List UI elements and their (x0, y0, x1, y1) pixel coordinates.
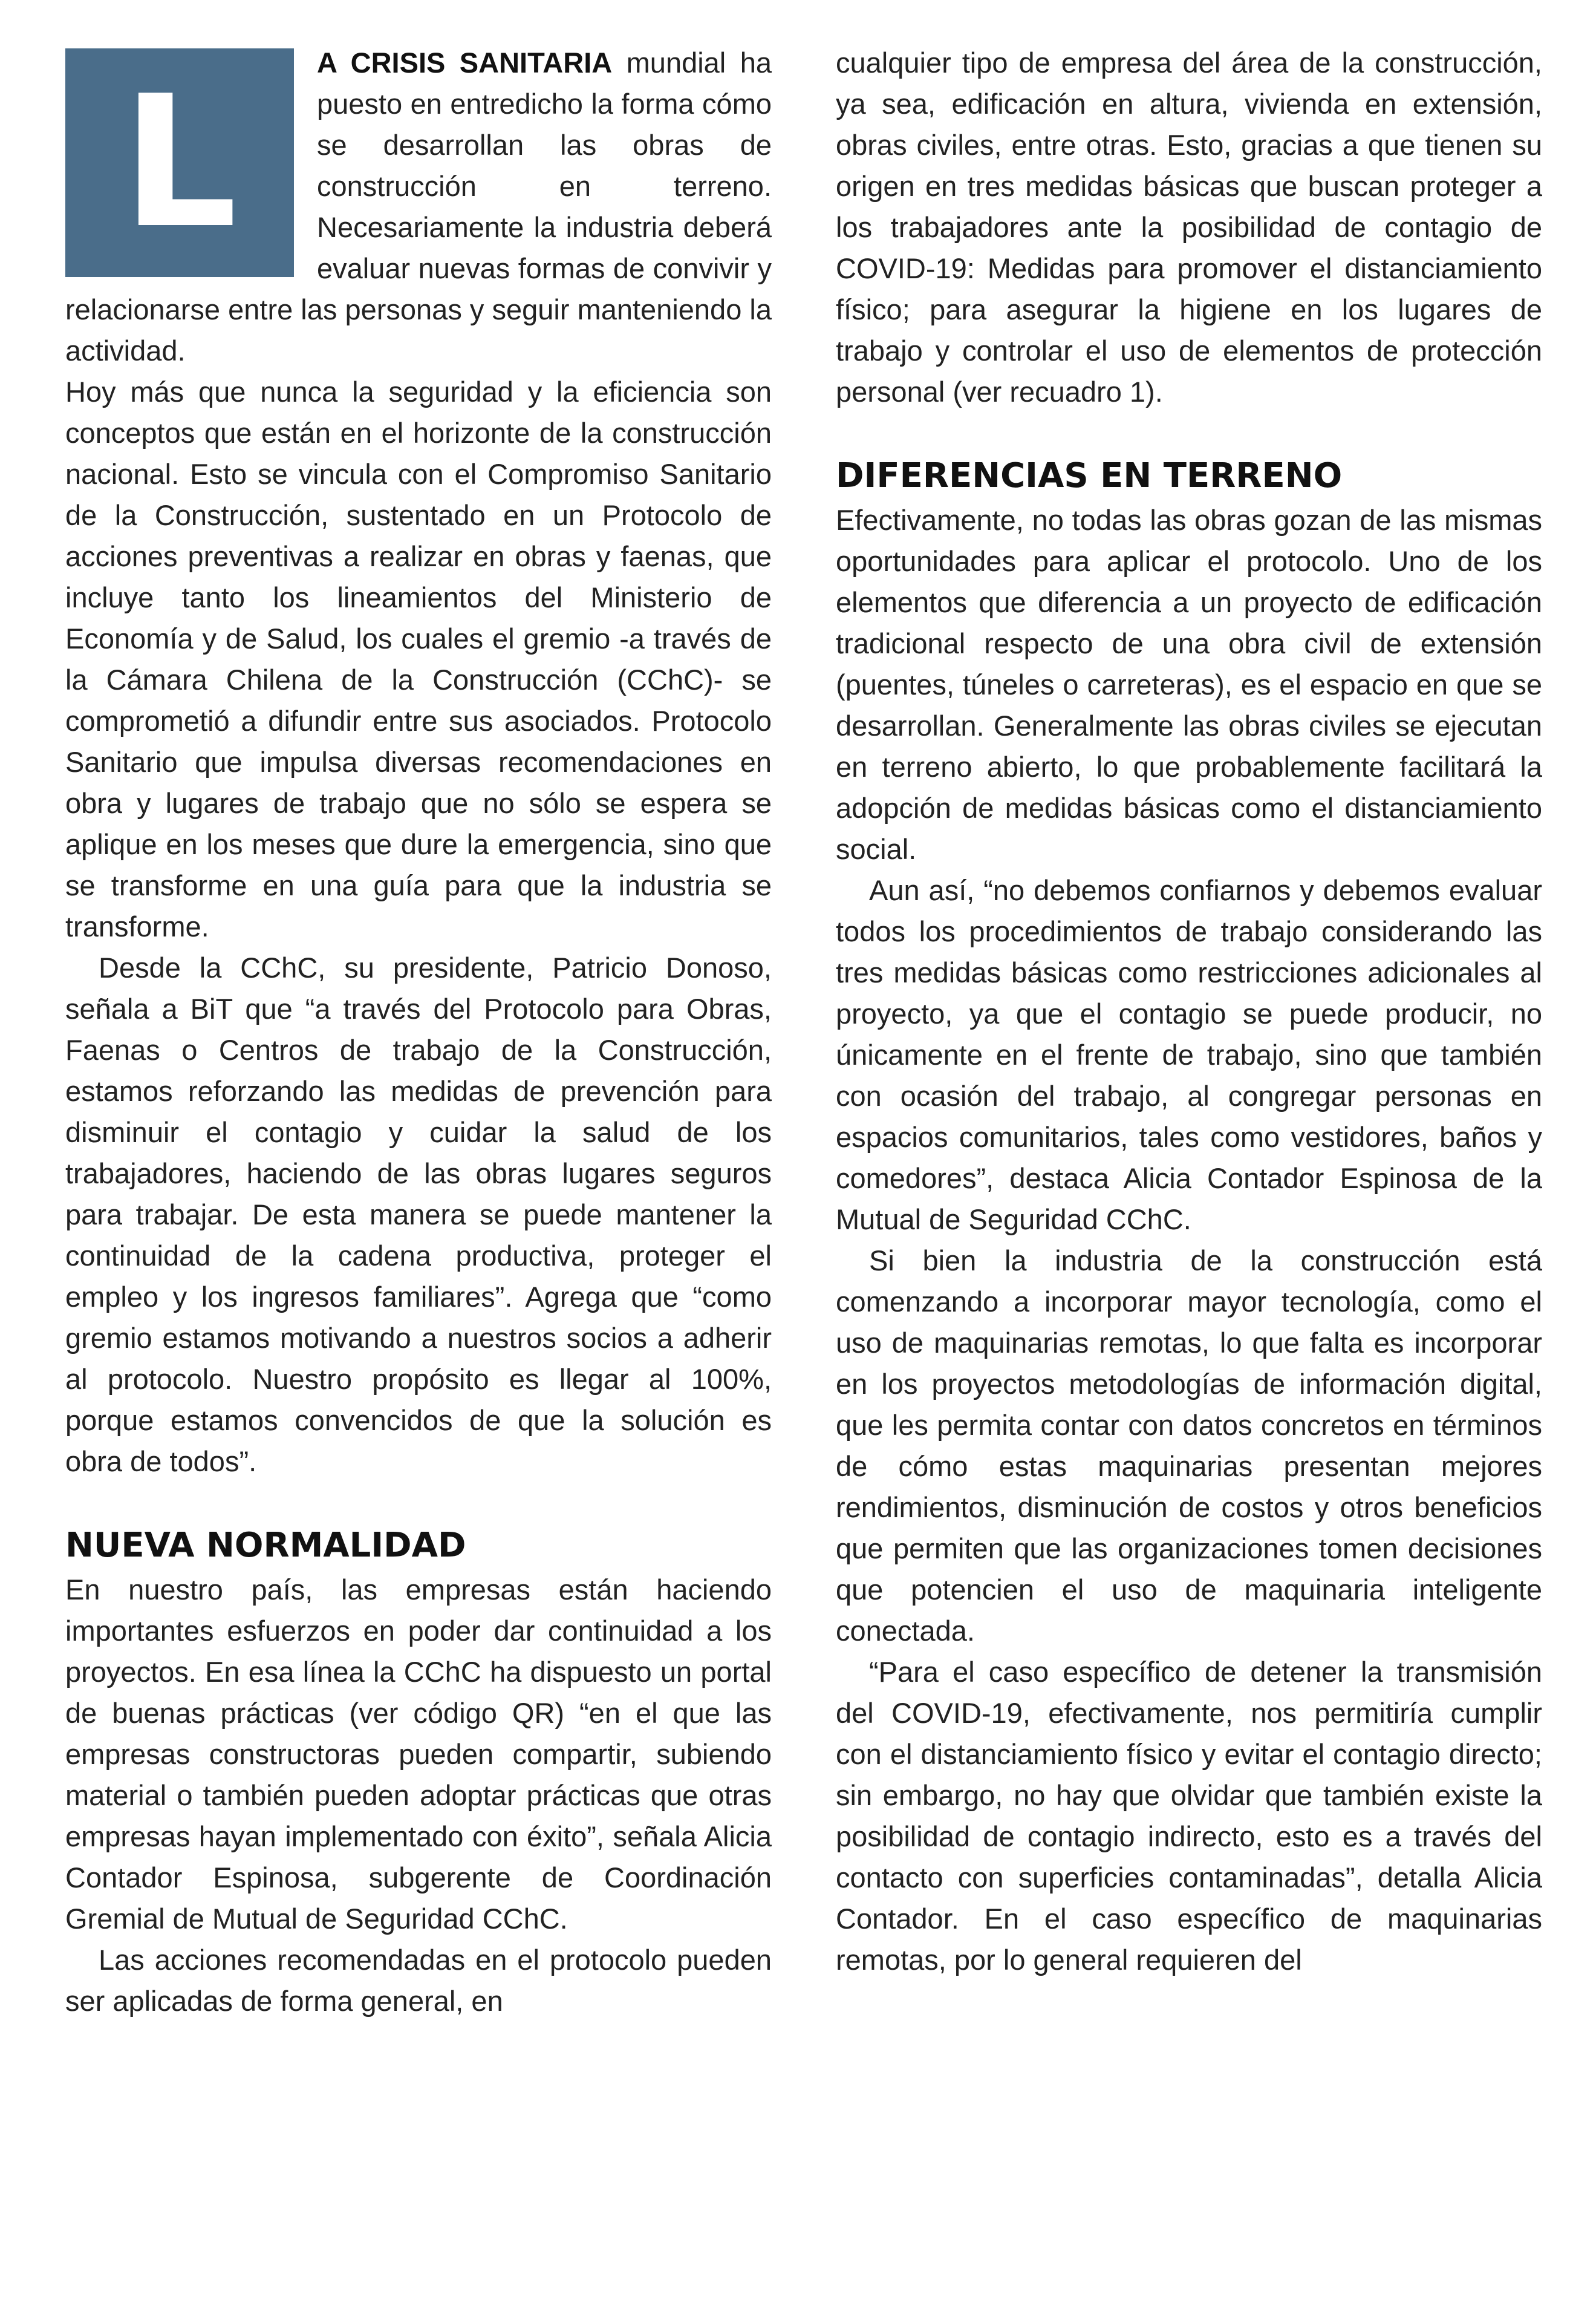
section-heading-diferencias-en-terreno: DIFERENCIAS EN TERRENO (836, 456, 1343, 495)
body-paragraph: Si bien la industria de la construcción está comenzando a incorporar mayor tecnología, como el uso de maquinarias remotas, lo que falta es incorporar en los proyectos metodologías de información digital, que les permita contar con datos concretos en términos de cómo estas maquinarias presentan mejores rendimientos, disminución de costos y otros beneficios que permiten que las organizaciones tomen decisiones que potencien el uso de maquinaria inteligente conectada. (836, 1244, 1542, 1647)
body-paragraph: En nuestro país, las empresas están haciendo importantes esfuerzos en poder dar continuidad a los proyectos. En esa línea la CChC ha dispuesto un portal de buenas prácticas (ver código QR) “en el que las empresas constructoras pueden compartir, subiendo material o también pueden adoptar prácticas que otras empresas hayan implementado con éxito”, señala Alicia Contador Espinosa, subgerente de Coordinación Gremial de Mutual de Seguridad CChC. (65, 1573, 772, 1935)
right-column (836, 42, 1542, 1981)
body-paragraph: “Para el caso específico de detener la transmisión del COVID-19, efectivamente, nos permitiría cumplir con el distanciamiento físico y evitar el contagio directo; sin embargo, no hay que olvidar que también existe la posibilidad de contagio indirecto, esto es a través del contacto con superficies contaminadas”, detalla Alicia Contador. En el caso específico de maquinarias remotas, por lo general requieren del (836, 1656, 1542, 1976)
left-column (65, 42, 772, 2022)
body-paragraph: cualquier tipo de empresa del área de la construcción, ya sea, edificación en altura, vivienda en extensión, obras civiles, entre otras. Esto, gracias a que tienen su origen en tres medidas básicas que buscan proteger a los trabajadores ante la posibilidad de contagio de COVID-19: Medidas para promover el distanciamiento físico; para asegurar la higiene en los lugares de trabajo y controlar el uso de elementos de protección personal (ver recuadro 1). (836, 47, 1542, 408)
drop-cap: L (65, 48, 294, 277)
body-paragraph: Desde la CChC, su presidente, Patricio Donoso, señala a BiT que “a través del Protocolo para Obras, Faenas o Centros de trabajo de la Construcción, estamos reforzando las medidas de prevención para disminuir el contagio y cuidar la salud de los trabajadores, haciendo de las obras lugares seguros para trabajar. De esta manera se puede mantener la continuidad de la cadena productiva, proteger el empleo y los ingresos familiares”. Agrega que “como gremio estamos motivando a nuestros socios a adherir al protocolo. Nuestro propósito es llegar al 100%, porque estamos convencidos de que la solución es obra de todos”. (65, 952, 772, 1477)
body-paragraph: Hoy más que nunca la seguridad y la eficiencia son conceptos que están en el horizonte de la construcción nacional. Esto se vincula con el Compromiso Sanitario de la Construcción, sustentado en un Protocolo de acciones preventivas a realizar en obras y faenas, que incluye tanto los lineamientos del Ministerio de Economía y de Salud, los cuales el gremio -a través de la Cámara Chilena de la Construcción (CChC)- se comprometió a difundir entre sus asociados. Protocolo Sanitario que impulsa diversas recomendaciones en obra y lugares de trabajo que no sólo se espera se aplique en los meses que dure la emergencia, sino que se transforme en una guía para que la industria se transforme. (65, 376, 772, 943)
section-heading-nueva-normalidad: NUEVA NORMALIDAD (65, 1526, 466, 1565)
body-paragraph: Efectivamente, no todas las obras gozan de las mismas oportunidades para aplicar el protocolo. Uno de los elementos que diferencia a un proyecto de edificación tradicional respecto de una obra civil de extensión (puentes, túneles o carreteras), es el espacio en que se desarrollan. Generalmente las obras civiles se ejecutan en terreno abierto, lo que probablemente facilitará la adopción de medidas básicas como el distanciamiento social. (836, 504, 1542, 865)
body-paragraph: Aun así, “no debemos confiarnos y debemos evaluar todos los procedimientos de trabajo considerando las tres medidas básicas como restricciones adicionales al proyecto, ya que el contagio se puede producir, no únicamente en el frente de trabajo, sino que también con ocasión del trabajo, al congregar personas en espacios comunitarios, tales como vestidores, baños y comedores”, destaca Alicia Contador Espinosa de la Mutual de Seguridad CChC. (836, 874, 1542, 1235)
intro-lead: A CRISIS SANITARIA (317, 47, 613, 79)
body-paragraph: Las acciones recomendadas en el protocolo pueden ser aplicadas de forma general, en (65, 1944, 772, 2017)
intro-text: mundial ha puesto en entredicho la forma cómo se desarrollan las obras de construcción en terreno. Necesariamente la industria deberá evaluar nuevas formas de convivir y relacionarse entre las personas y seguir manteniendo la actividad. (65, 47, 772, 367)
